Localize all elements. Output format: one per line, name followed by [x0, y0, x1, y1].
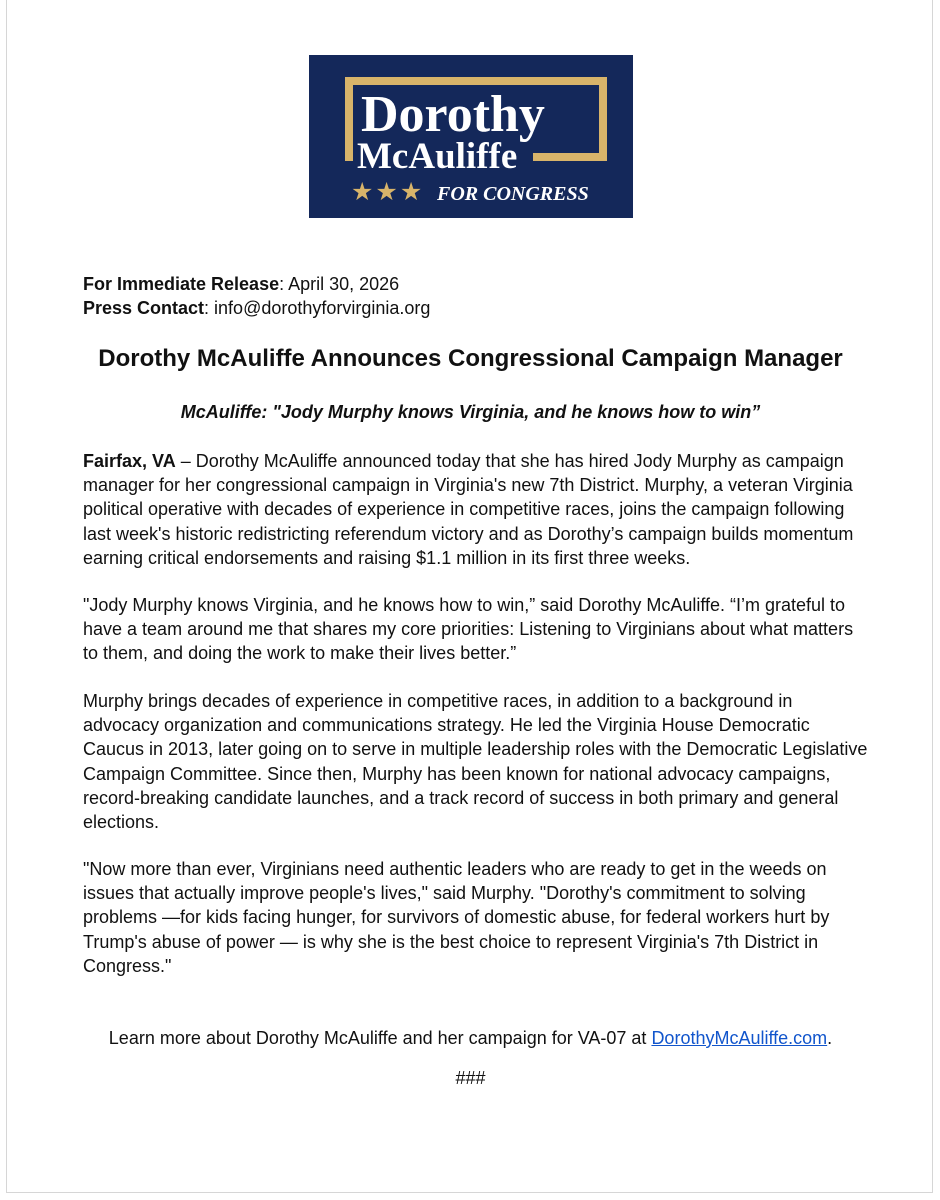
logo-stars-icon: ★★★: [351, 177, 425, 206]
paragraph-3: Murphy brings decades of experience in competitive races, in addition to a background in advocacy organization and communications strategy. He led the Virginia House Democratic Caucus in 2013, later going on to serve in multiple leadership roles with the Democratic Legislative Campaign Committee. Since then, Murphy has been known for national advocacy campaigns, record-breaking candidate launches, and a track record of success in both primary and general elections.: [83, 691, 868, 833]
website-link[interactable]: DorothyMcAuliffe.com: [651, 1028, 828, 1048]
paragraph-1-text: – Dorothy McAuliffe announced today that she has hired Jody Murphy as campaign manager for her congressional campaign in Virginia's new 7th District. Murphy, a veteran Virginia political operative with decades of experience in competitive races, joins the campaign following last week's historic redistricting referendum victory and as Dorothy’s campaign builds momentum earning critical endorsements and raising $1.1 million in its first three weeks.: [83, 451, 854, 568]
paragraph-1: [83, 449, 873, 570]
logo-last-name: McAuliffe: [357, 136, 518, 177]
learn-more-period: .: [827, 1028, 833, 1048]
headline: Dorothy McAuliffe Announces Congressional Campaign Manager: [98, 345, 843, 372]
paragraph-2: "Jody Murphy knows Virginia, and he knows how to win,” said Dorothy McAuliffe. “I’m grateful to have a team around me that shares my core priorities: Listening to Virginians about what matters to them, and doing the work to make their lives better.”: [83, 595, 854, 664]
release-label: For Immediate Release: [83, 274, 280, 294]
release-meta: [83, 272, 430, 320]
dateline: Fairfax, VA: [83, 451, 176, 471]
logo-tagline: FOR CONGRESS: [437, 183, 589, 205]
subheadline: McAuliffe: "Jody Murphy knows Virginia, and he knows how to win”: [180, 402, 761, 422]
release-date: : April 30, 2026: [279, 274, 400, 294]
learn-more-text: Learn more about Dorothy McAuliffe and her campaign for VA-07 at: [108, 1028, 652, 1048]
campaign-logo: [309, 55, 633, 218]
contact-label: Press Contact: [83, 298, 205, 318]
press-contact-line: [83, 296, 430, 320]
release-date-line: [83, 272, 430, 296]
end-mark: ###: [455, 1068, 486, 1088]
contact-email: : info@dorothyforvirginia.org: [204, 298, 431, 318]
paragraph-4: "Now more than ever, Virginians need authentic leaders who are ready to get in the weeds on issues that actually improve people's lives," said Murphy. "Dorothy's commitment to solving problems —for kids facing hunger, for survivors of domestic abuse, for federal workers hurt by Trump's abuse of power — is why she is the best choice to represent Virginia's 7th District in Congress.": [83, 859, 830, 976]
logo-first-name: Dorothy: [361, 86, 545, 143]
logo-graphic: [309, 55, 633, 218]
press-release-page: [6, 0, 933, 1193]
learn-more-line: [7, 1026, 934, 1050]
